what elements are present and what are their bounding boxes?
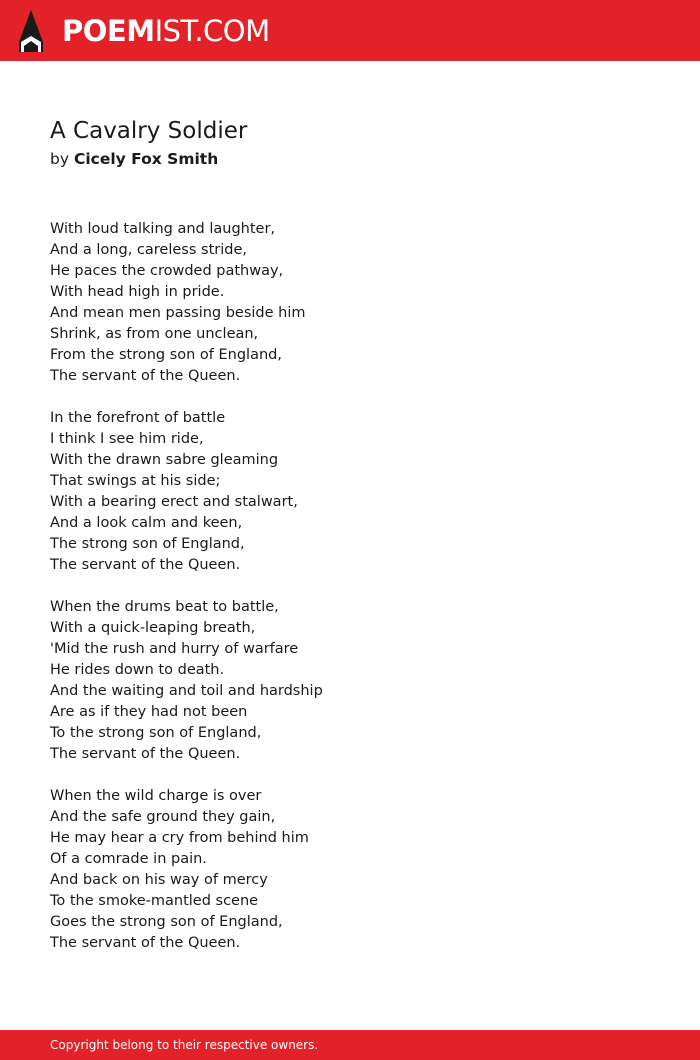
poem-byline: [50, 148, 218, 170]
poem-line: Of a comrade in pain.: [50, 851, 207, 867]
poem-line: And a look calm and keen,: [50, 515, 243, 531]
poem-line: With head high in pride.: [50, 284, 225, 300]
poem-line: Shrink, as from one unclean,: [50, 326, 259, 342]
poem-line: And mean men passing beside him: [50, 305, 306, 321]
stanza-2: [50, 408, 650, 576]
poem-line: He paces the crowded pathway,: [50, 263, 284, 279]
poem-line: He may hear a cry from behind him: [50, 830, 309, 846]
poem-line: When the drums beat to battle,: [50, 599, 279, 615]
poem-line: The strong son of England,: [50, 536, 245, 552]
stanza-1: [50, 219, 650, 387]
logo-wordmark-light: IST.COM: [154, 14, 270, 48]
poem-author: Cicely Fox Smith: [73, 150, 219, 168]
poem-line: And the safe ground they gain,: [50, 809, 276, 825]
poem-line: The servant of the Queen.: [50, 557, 241, 573]
poem-line: When the wild charge is over: [50, 788, 262, 804]
poem-line: With loud talking and laughter,: [50, 221, 276, 237]
site-header: [0, 0, 700, 61]
poem-line: With a quick-leaping breath,: [50, 620, 256, 636]
poem-line: With the drawn sabre gleaming: [50, 452, 279, 468]
poem-line: Are as if they had not been: [50, 704, 248, 720]
poem-line: I think I see him ride,: [50, 431, 204, 447]
site-footer: [0, 1030, 700, 1060]
poem-line: To the strong son of England,: [50, 725, 262, 741]
poem-line: With a bearing erect and stalwart,: [50, 494, 298, 510]
poem-line: The servant of the Queen.: [50, 746, 241, 762]
logo-wordmark: [62, 10, 270, 52]
poem-body: [50, 219, 650, 975]
poem-line: And the waiting and toil and hardship: [50, 683, 323, 699]
poem-title: A Cavalry Soldier: [50, 118, 248, 144]
poem-line: Goes the strong son of England,: [50, 914, 283, 930]
stanza-4: [50, 786, 650, 954]
poem-line: From the strong son of England,: [50, 347, 282, 363]
poem-line: The servant of the Queen.: [50, 935, 241, 951]
poem-line: The servant of the Queen.: [50, 368, 241, 384]
byline-prefix: by: [50, 150, 70, 168]
poem-line: That swings at his side;: [50, 473, 221, 489]
poem-line: And back on his way of mercy: [50, 872, 268, 888]
logo-wordmark-bold: POEM: [62, 14, 155, 48]
poem-line: In the forefront of battle: [50, 410, 226, 426]
copyright-notice: Copyright belong to their respective owners.: [50, 1038, 319, 1052]
poem-line: To the smoke-mantled scene: [50, 893, 259, 909]
stanza-3: [50, 597, 650, 765]
poem-line: And a long, careless stride,: [50, 242, 247, 258]
pen-nib-icon: [18, 10, 44, 52]
poem-line: He rides down to death.: [50, 662, 225, 678]
poem-line: 'Mid the rush and hurry of warfare: [50, 641, 299, 657]
site-logo[interactable]: [18, 10, 270, 52]
